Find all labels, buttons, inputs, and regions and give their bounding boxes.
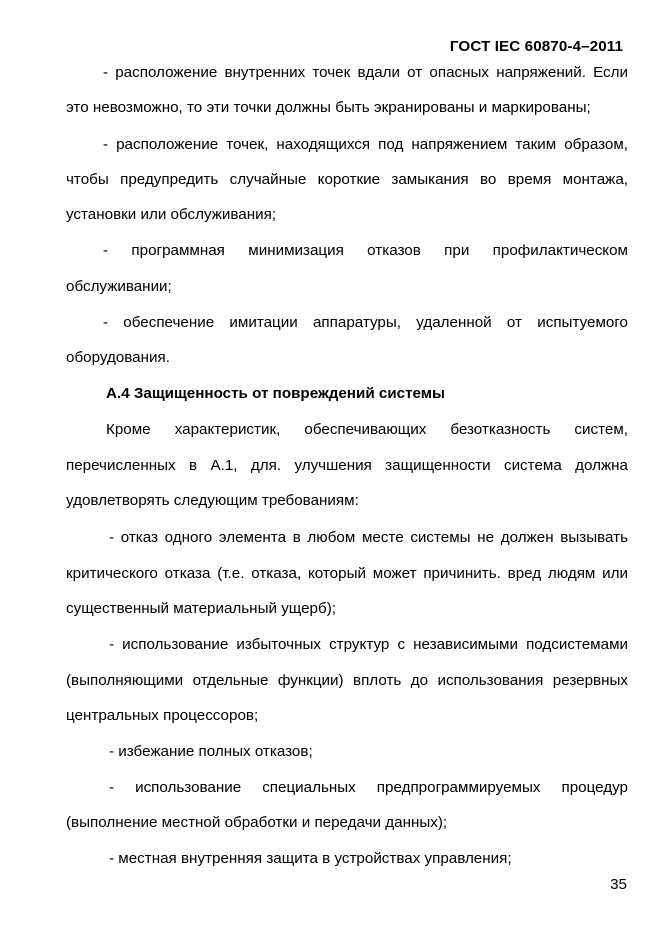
text-line: - программная минимизация отказов при профилактическом xyxy=(103,242,628,259)
text-line: оборудования. xyxy=(66,349,170,366)
text-line: критического отказа (т.е. отказа, который может причинить. вред людям или xyxy=(66,565,628,582)
text-line: удовлетворять следующим требованиям: xyxy=(66,492,359,509)
section-heading: А.4 Защищенность от повреждений системы xyxy=(106,385,445,402)
text-line: - обеспечение имитации аппаратуры, удаленной от испытуемого xyxy=(103,314,628,331)
text-line: - использование специальных предпрограммируемых процедур xyxy=(109,779,628,796)
text-line: существенный материальный ущерб); xyxy=(66,600,336,617)
text-line: чтобы предупредить случайные короткие замыкания во время монтажа, xyxy=(66,171,628,188)
text-line: (выполняющими отдельные функции) вплоть до использования резервных xyxy=(66,672,628,689)
text-line: - избежание полных отказов; xyxy=(109,743,313,760)
text-line: это невозможно, то эти точки должны быть экранированы и маркированы; xyxy=(66,99,591,116)
text-line: Кроме характеристик, обеспечивающих безотказность систем, xyxy=(106,421,628,438)
text-line: - использование избыточных структур с независимыми подсистемами xyxy=(109,636,628,653)
text-line: - местная внутренняя защита в устройствах управления; xyxy=(109,850,512,867)
document-header: ГОСТ IEC 60870-4–2011 xyxy=(449,38,623,55)
text-line: перечисленных в А.1, для. улучшения защищенности система должна xyxy=(66,457,628,474)
text-line: - отказ одного элемента в любом месте системы не должен вызывать xyxy=(109,529,628,546)
text-line: - расположение точек, находящихся под напряжением таким образом, xyxy=(103,136,628,153)
page-number: 35 xyxy=(610,876,627,893)
text-line: центральных процессоров; xyxy=(66,707,259,724)
text-line: (выполнение местной обработки и передачи данных); xyxy=(66,814,448,831)
text-line: обслуживании; xyxy=(66,278,172,295)
text-line: - расположение внутренних точек вдали от опасных напряжений. Если xyxy=(103,64,628,81)
text-line: установки или обслуживания; xyxy=(66,206,277,223)
